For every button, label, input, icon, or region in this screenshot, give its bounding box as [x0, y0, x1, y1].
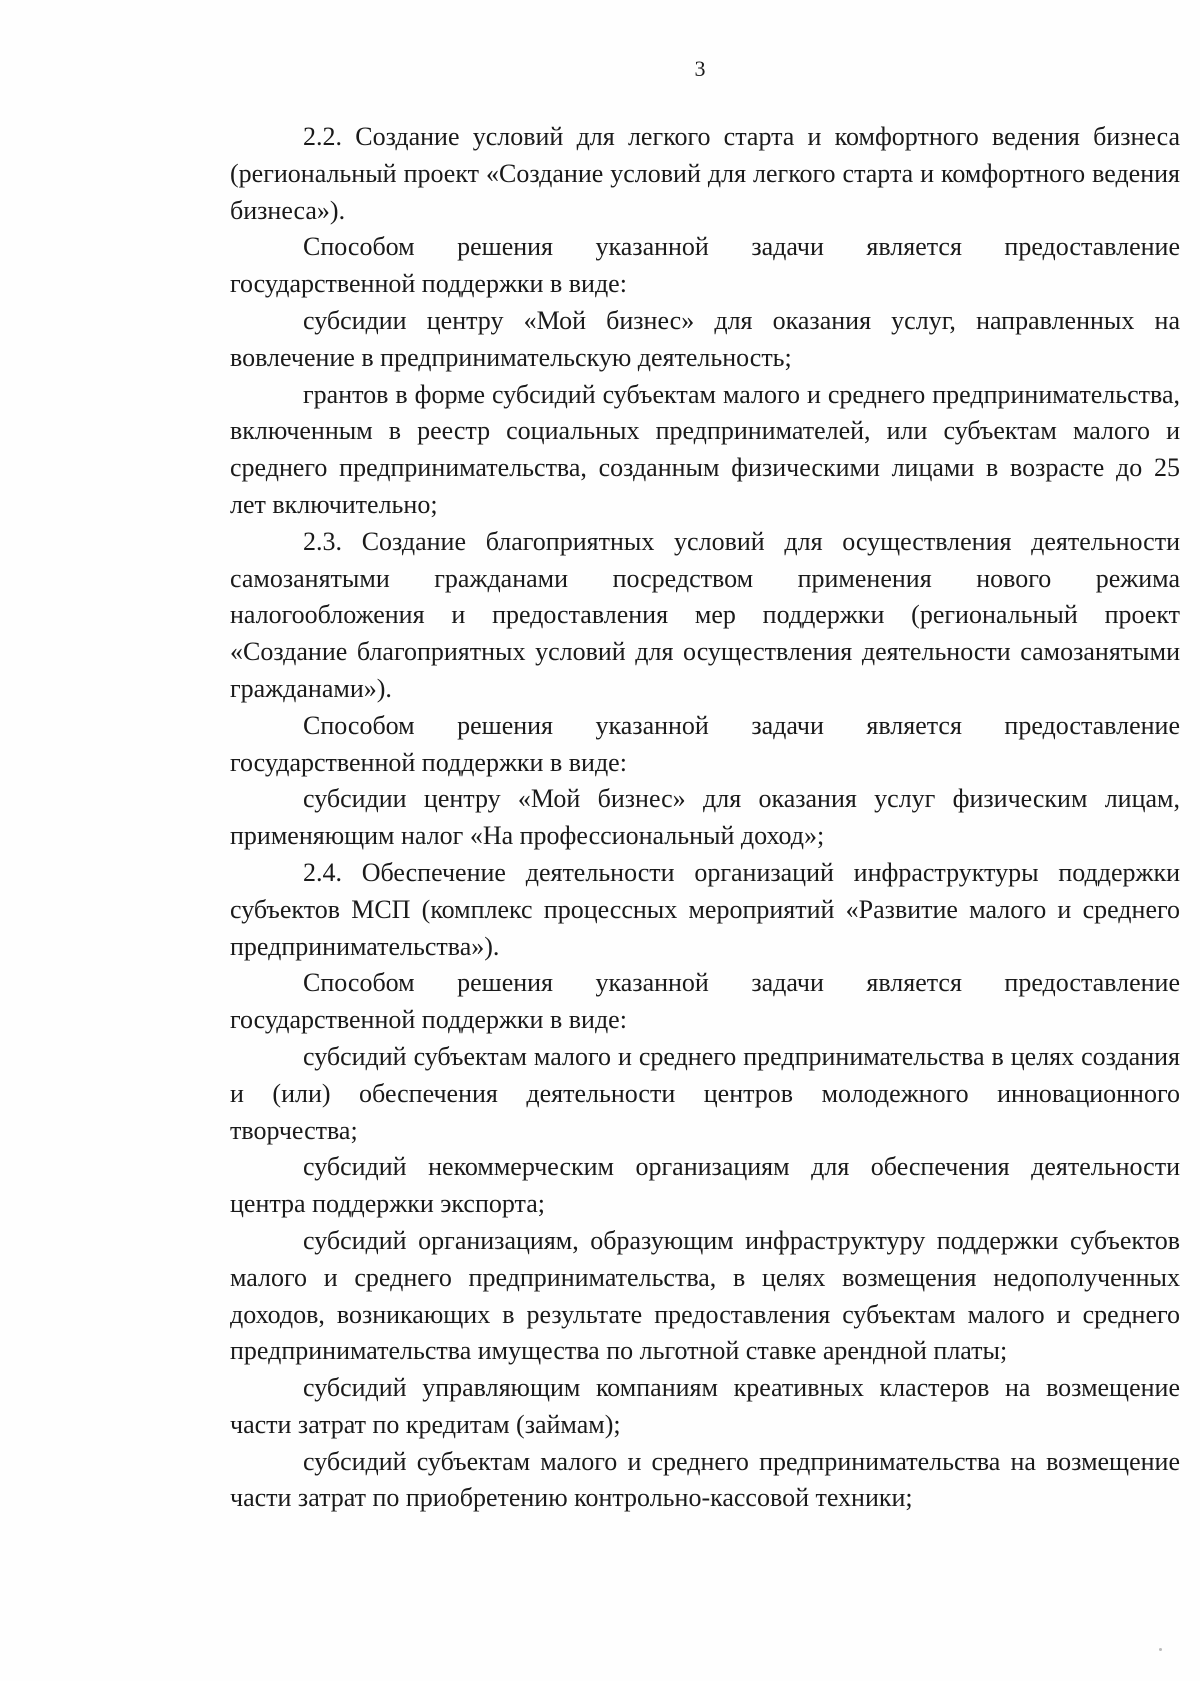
paragraph-section-2-2: 2.2. Создание условий для легкого старта и комфортного ведения бизнеса (региональный проект «Создание условий для легкого старта и комфортного ведения бизнеса»).: [230, 122, 1180, 225]
paragraph-list-item: субсидии центру «Мой бизнес» для оказания услуг, направленных на вовлечение в предпринимательскую деятельность;: [230, 305, 1180, 372]
paragraph-list-item: субсидий управляющим компаниям креативных кластеров на возмещение части затрат по кредитам (займам);: [230, 1373, 1180, 1439]
paragraph-method-intro: Способом решения указанной задачи является предоставление государственной поддержки в виде:: [230, 710, 1180, 777]
paragraph-section-2-4: 2.4. Обеспечение деятельности организаций инфраструктуры поддержки субъектов МСП (комплекс процессных мероприятий «Развитие малого и среднего предпринимательства»).: [230, 857, 1180, 961]
scan-speck: [1159, 1648, 1162, 1651]
document-body: [230, 119, 1180, 1517]
paragraph-list-item: грантов в форме субсидий субъектам малого и среднего предпринимательства, включенным в реестр социальных предпринимателей, или субъектам малого и среднего предпринимательства, созданным физическими лицами в возрасте до 25 лет включительно;: [230, 379, 1180, 519]
paragraph-list-item: субсидий субъектам малого и среднего предпринимательства в целях создания и (или) обеспечения деятельности центров молодежного инновационного творчества;: [230, 1041, 1180, 1145]
paragraph-method-intro: Способом решения указанной задачи является предоставление государственной поддержки в виде:: [230, 968, 1180, 1035]
page-number: 3: [694, 56, 706, 81]
paragraph-list-item: субсидий некоммерческим организациям для обеспечения деятельности центра поддержки экспорта;: [230, 1152, 1180, 1219]
paragraph-section-2-3: 2.3. Создание благоприятных условий для осуществления деятельности самозанятыми гражданами посредством применения нового режима налогообложения и предоставления мер поддержки (региональный проект «Создание благоприятных условий для осуществления деятельности самозанятыми гражданами»).: [230, 526, 1180, 703]
paragraph-list-item: субсидии центру «Мой бизнес» для оказания услуг физическим лицам, применяющим налог «На профессиональный доход»;: [230, 784, 1180, 851]
paragraph-method-intro: Способом решения указанной задачи является предоставление государственной поддержки в виде:: [230, 232, 1180, 299]
paragraph-list-item: субсидий субъектам малого и среднего предпринимательства на возмещение части затрат по приобретению контрольно-кассовой техники;: [230, 1446, 1180, 1513]
paragraph-list-item: субсидий организациям, образующим инфраструктуру поддержки субъектов малого и среднего предпринимательства, в целях возмещения недополученных доходов, возникающих в результате предоставления субъектам малого и среднего предпринимательства имущества по льготной ставке арендной платы;: [230, 1225, 1180, 1366]
